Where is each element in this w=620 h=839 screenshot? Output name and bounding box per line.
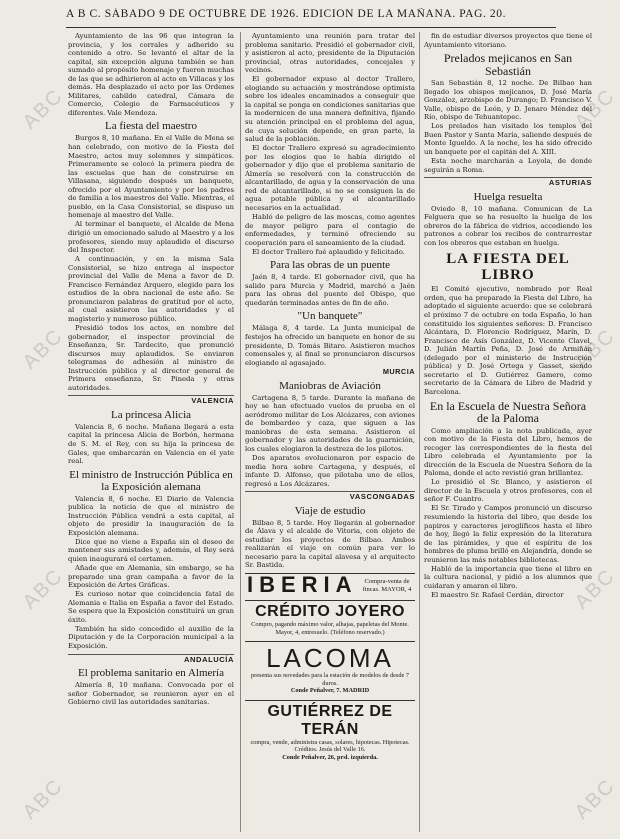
article-paragraph: Dice que no viene a España sin el deseo de mantener sus amistades y, además, el Rey será quien inaugurará el certamen.: [68, 537, 234, 563]
article-paragraph: A continuación, y en la misma Sala Consistorial, se hizo entrega al inspector provincial del Valle de Mena a favor de D. Francisco Fernández Arquero, elegido para los estudios de la obra nacional de este año. Se pronunciaron palabras de gratitud por el acto, al cual asistieron las autoridades y el magisterio y numeroso público.: [68, 255, 234, 323]
watermark: ABC: [570, 324, 620, 374]
ad-text: Compra-venta de fincas. MAYOR, 4: [362, 578, 412, 593]
running-head: A B C. SÁBADO 9 DE OCTUBRE DE 1926. EDICION DE LA MAÑANA. PAG. 20.: [66, 8, 507, 20]
article-paragraph: El Sr. Tirado y Campos pronunció un discurso resumiendo la historia del libro, que desde los papiros y caracteres jeroglíficos hasta el libro de hoy, llegó la feliz expresión de la literatura de las pirámides, y que el espíritu de los hombres de pluma brilló en Alejandría, donde se reunieron las más notables bibliotecas.: [424, 504, 592, 564]
column-3: [424, 32, 592, 837]
article-paragraph: Al terminar el banquete, el Alcalde de Mena dirigió un emocionado saludo al Maestro y a los profesores, siendo muy aplaudido el discurso del Inspector.: [68, 220, 234, 255]
article-headline: LA FIESTA DEL LIBRO: [446, 251, 570, 284]
article-headline: "Un banquete": [297, 310, 363, 323]
article-paragraph: Jaén 8, 4 tarde. El gobernador civil, que ha salido para Murcia y Madrid, marchó a Jaén para las obras del puente del Obispo, que quedarán terminadas antes de fin de año.: [245, 273, 415, 307]
article-paragraph: Bilbao 8, 5 tarde. Hoy llegarán al gobernador de Álava y el alcalde de Vitoria, con objeto de estudiar los proyectos de Bilbao. Ambos realizarán el viaje en común para ver lo necesario para la capital alavesa y el arquitecto Sr. Bastida.: [245, 518, 415, 570]
article-paragraph: Málaga 8, 4 tarde. La Junta municipal de festejos ha ofrecido un banquete en honor de su presidente, D. Tomás Bitaro. Asistieron muchos comensales y, al final se pronunciaron discursos elogiando al agasajado.: [245, 324, 415, 367]
header-rule: [66, 27, 556, 28]
article-paragraph: fin de estudiar diversos proyectos que tiene el Ayuntamiento vitoriano.: [424, 32, 592, 49]
article-paragraph: El Comité ejecutivo, nombrado por Real orden, que ha preparado la Fiesta del Libro, ha adoptado el siguiente acuerdo: que se celebrará el próximo 7 de octubre en toda España, lo han constituido los siguientes señores: D. Francisco Alcántara, D. Florencio Rodríguez, Marín, D. Francisco de Asís González, D. Vicente Clavel, D. Julián Martín Peña, D. José de Armiñán (delegado por el ministerio de Instrucción pública) y D. José Ortega y Gasset, siendo secretario el D. Gutiérrez Gamero, como secretario de la Cámara de Libro de Madrid y Barcelona.: [424, 285, 592, 396]
region-label: VALENCIA: [68, 395, 234, 406]
article-paragraph: Ayuntamiento de las 96 que integran la provincia, y los corrales y adherido su contenido a otro. Se levantó el altar de la capital, sin excepción alguna también se han sumado al propósito homenaje y fueron muchas de las que se adhirieron al acto en Villacas y los demás. Ha desplazado el acto por las Ordenes Militares, cabildo catedral, Cámara de Comercio, Colegio de Farmacéuticos y diferentes. Vale Mendoza.: [68, 32, 234, 117]
watermark: ABC: [18, 774, 68, 824]
ad-brand: LACOMA: [266, 643, 394, 674]
watermark: ABC: [18, 324, 68, 374]
article-headline: Maniobras de Aviación: [279, 379, 381, 392]
advertisement-gutierrez-de-teran: [245, 700, 415, 764]
region-label: ASTURIAS: [424, 177, 592, 188]
watermark: ABC: [18, 564, 68, 614]
ad-brand: GUTIÉRREZ DE TERÁN: [267, 702, 393, 738]
article-paragraph: Presidió todos los actos, en nombre del gobernador, el inspector provincial de Enseñanza, Sr. Tardecito, que pronunció discursos muy aplaudidos. Se enviaron telegramas de adhesión al ministro de Instrucción pública y al director general de Primera enseñanza, Sr. Pineda y otras autoridades.: [68, 324, 234, 392]
article-paragraph: Lo presidió el Sr. Blanco, y asistieron el director de la Escuela y otros profesores, con el señor F. Cuantro.: [424, 478, 592, 504]
ad-text: Compro, pagando máximo valor, alhajas, papeletas del Monte. Mayor, 4, entresuelo. (Teléfono reservado.): [251, 621, 409, 636]
ad-text: presenta sus novedades para la estación de modelos de desde 7 duros.: [250, 672, 410, 687]
article-headline: En la Escuela de Nuestra Señora de la Paloma: [429, 398, 587, 425]
article-paragraph: El maestro Sr. Rafael Cerdán, director: [431, 590, 564, 599]
article-headline: Viaje de estudio: [294, 504, 366, 517]
column-separator: [240, 32, 241, 832]
article-paragraph: Valencia 8, 6 noche. Mañana llegará a esta capital la princesa Alicia de Borbón, hermana de S. M. el Rey, con su hija la princesa de Gales, que embarcarán en Valencia en el yate real.: [68, 422, 234, 466]
article-paragraph: Habló de peligro de las moscas, como agentes de mayor peligro para el contagio de enfermedades, y terminó ofreciendo su cooperación para el saneamiento de la ciudad.: [245, 212, 415, 247]
article-headline: Huelga resuelta: [473, 190, 543, 203]
article-headline: El problema sanitario en Almería: [77, 667, 224, 680]
article-paragraph: Burgos 8, 10 mañana. En el Valle de Mena se han celebrado, con motivo de la Fiesta del Maestro, actos muy solemnes y simpáticos. Primeramente se colocó la primera piedra de las escuelas que han de construirse en Villasana, siguiendo después un banquete, ofrecido por el Ayuntamiento y por los padres de familia a los maestros del Valle. Mientras, el pueblo, en la Casa Consistorial, se dispuso un homenaje al maestro del Valle.: [68, 134, 234, 220]
article-paragraph: Ayuntamiento una reunión para tratar del problema sanitario. Presidió el gobernador civil, y asistieron al acto, presidente de la Diputación provincial, otras autoridades, concejales y vecinos.: [245, 32, 415, 75]
watermark: ABC: [570, 84, 620, 134]
ad-text: compra, vende, administra casas, solares, hipotecas. Hipotecas. Créditos. Jesús del Valle 16.: [250, 738, 410, 754]
ad-address: Conde Peñalver, 7. MADRID: [290, 687, 370, 695]
article-paragraph: Dos aparatos evolucionaron por espacio de media hora sobre Cartagena, y después, el infante D. Alfonso, que pilotaba uno de ellos, regresó a Los Alcázares.: [245, 454, 415, 488]
advertisement-credito-joyero: [245, 600, 415, 638]
article-headline: La fiesta del maestro: [105, 120, 197, 133]
ad-brand: CRÉDITO JOYERO: [255, 603, 405, 621]
article-paragraph: Los prelados han visitado los templos del Buen Pastor y Santa María, saliendo después de Monte Igueldo. A la noche, les ha sido ofrecido un banquete por el capitán del A. XIII.: [424, 122, 592, 156]
article-paragraph: Esta noche marcharán a Loyola, de donde seguirán a Roma.: [424, 157, 592, 174]
article-paragraph: El doctor Trallero expresó su agradecimiento por los elogios que le había dirigido el gobernador y dijo que el problema sanitario de Almería se resolverá con la construcción de alcantarillado, de agua y la conservación de una red de alcantarillado, si no se consiguen la de agua potable pública y el alcantarillado necesarios en la actualidad.: [245, 144, 415, 212]
advertisement-iberia: [245, 573, 415, 597]
region-label: VASCONGADAS: [245, 491, 415, 502]
article-paragraph: Habló de la importancia que tiene el libro en la cultura nacional, y pidió a los alumnos que cuidaran y amaran el libro.: [424, 564, 592, 590]
column-1: [68, 32, 234, 837]
article-paragraph: El doctor Trallero fué aplaudido y felicitado.: [252, 247, 405, 256]
ad-address: Conde Peñalver, 26, prsl. izquierda.: [282, 753, 378, 761]
watermark: ABC: [570, 774, 620, 824]
article-headline: Para las obras de un puente: [269, 259, 391, 272]
article-paragraph: Valencia 8, 6 noche. El Diario de Valencia publica la noticia de que el ministro de Instrucción Pública vendrá a esta capital, al objeto de presidir la inauguración de la Exposición alemana.: [68, 494, 234, 537]
article-paragraph: Como ampliación a la nota publicada, ayer con motivo de la Fiesta del Libro, hemos de recoger las correspondientes de la fiesta del Libro celebrada el Ayuntamiento por la dirección de la Escuela de Nuestra Señora de la Paloma, donde el acto revistió gran brillantez.: [424, 426, 592, 478]
article-paragraph: San Sebastián 8, 12 noche. De Bilbao han llegado los obispos mejicanos, D. José María González, arzobispo de Durango; D. Francisco V. Valle, obispo de León, y D. Jenaro Méndez del Río, obispo de Tehuantepec.: [424, 79, 592, 122]
article-paragraph: Añade que en Alemania, sin embargo, se ha preparado una gran campaña a favor de la Exposición de Artes Gráficas.: [68, 564, 234, 590]
region-label: MURCIA: [382, 367, 415, 377]
watermark: ABC: [18, 84, 68, 134]
article-headline: El ministro de Instrucción Pública en la Exposición alemana: [69, 468, 233, 493]
ad-brand: IBERIA: [247, 572, 358, 598]
column-separator: [419, 32, 420, 832]
advertisement-lacoma: [245, 641, 415, 697]
watermark: ABC: [570, 564, 620, 614]
article-headline: Prelados mejicanos en San Sebastián: [443, 51, 573, 78]
article-paragraph: Cartagena 8, 5 tarde. Durante la mañana de hoy se han efectuado vuelos de prueba en el aeródromo militar de Los Alcázares, con aviones de bombardeo y caza, que siguen a las maniobras de esta semana. Asistieron el gobernador y las autoridades de la guarnición, los cuales elogiaron la destreza de los pilotos.: [245, 393, 415, 453]
article-headline: La princesa Alicia: [110, 408, 192, 421]
article-paragraph: También ha sido concedido el auxilio de la Diputación y de la Corporación municipal a la Exposición.: [68, 624, 234, 650]
article-paragraph: Almería 8, 10 mañana. Convocada por el señor Gobernador, se reunieron ayer en el Gobierno civil las autoridades sanitarias.: [68, 681, 234, 707]
article-paragraph: El gobernador expuso al doctor Trallero, elogiando su actuación y mostrándose optimista sobre los ideales encaminados a conseguir que la capital se ponga en condiciones sanitarias que la modernicen de una manera definitiva, fijando su atención principal en el problema del agua, de cuya solución depende, en gran parte, la salud de la población.: [245, 75, 415, 144]
article-paragraph: Es curioso notar que coincidencia fatal de Alemania e Italia en España a favor del Estado. Se espera que la Exposición constituirá un gran éxito.: [68, 590, 234, 624]
article-paragraph: Oviedo 8, 10 mañana. Comunican de La Felguera que se ha resuelto la huelga de los obreros de la fábrica de vidrios, accediendo los patronos a cobrar los recibos de contrarrestar con los obreros que estaban en huelga.: [424, 204, 592, 247]
column-2: [245, 32, 415, 837]
region-label: ANDALUCÍA: [68, 654, 234, 665]
